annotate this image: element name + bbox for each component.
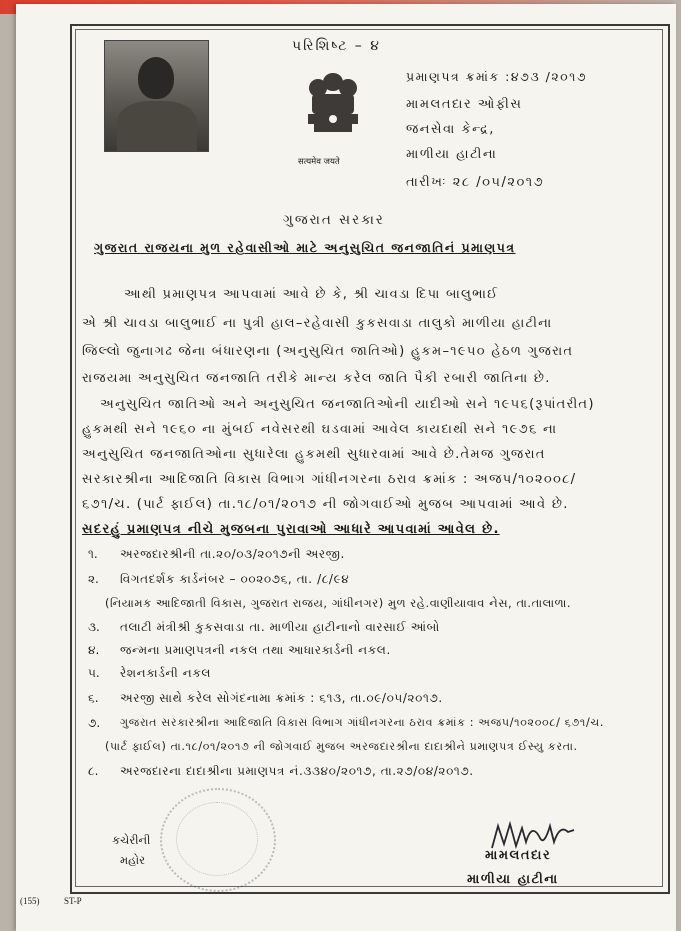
certificate-title: ગુજરાત રાજયના મુળ રહેવાસીઓ માટે અનુસુચિત જનજાતિનં પ્રમાણપત્ર	[94, 240, 516, 255]
list-item: વિગતદર્શક કાર્ડનંબર – ૦૦૨૦૭૬, તા. /૮/૯૪	[120, 572, 350, 586]
body-line: ૬૭૧/ચ. (પાર્ટ ફાઈલ) તા.૧૮/૦૧/૨૦૧૭ ની જોગવાઈઓ મુજબ આપવામાં આવે છે.	[82, 497, 569, 512]
government-heading: ગુજરાત સરકાર	[283, 212, 385, 228]
list-item-number: ૬.	[88, 691, 99, 705]
certificate-number: પ્રમાણપત્ર ક્રમાંક :૪૭૩ /૨૦૧૭	[406, 69, 588, 84]
body-line: જિલ્લો જુનાગઢ જેના બંધારણના (અનુસુચિત જાતિઓ) હુકમ–૧૯૫૦ હેઠળ ગુજરાત	[82, 344, 574, 359]
emblem-motto: सत्यमेव जयते	[298, 157, 340, 167]
list-item: અરજદારના દાદાશ્રીના પ્રમાણપત્ર નં.૩૩૪૦/૨૦૧૭, તા.૨૭/૦૪/૨૦૧૭.	[120, 764, 474, 778]
basis-statement: સદરહું પ્રમાણપત્ર નીચે મુજબના પુરાવાઓ આધારે આપવામાં આવેલ છે.	[82, 522, 500, 537]
office-line-1: મામલતદાર ઓફીસ	[406, 97, 523, 112]
list-item-number: ૧.	[88, 547, 98, 561]
list-item: રેશનકાર્ડની નકલ	[120, 666, 212, 680]
body-line: આથી પ્રમાણપત્ર આપવામાં આવે છે કે, શ્રી ચાવડા દિપા બાલુભાઈ	[124, 287, 499, 302]
list-item-number: ૨.	[88, 572, 99, 586]
body-line: રાજયમા અનુસુચિત જનજાતિ તરીકે માન્ય કરેલ જાતિ પૈકી રબારી જાતિના છે.	[82, 371, 551, 386]
list-item-number: ૮.	[88, 764, 99, 778]
page-reference: (155)	[20, 896, 40, 906]
office-line-3: માળીયા હાટીના	[406, 147, 498, 162]
seal-label-line-2: મહોર	[120, 853, 146, 867]
body-line: હુકમથી સને ૧૯૬૦ ના મુંબઈ નવેસરથી ઘડવામાં આવેલ કાયદાથી સને ૧૯૭૬ ના	[82, 422, 558, 437]
list-item: તલાટી મંત્રીશ્રી કુકસવાડા તા. માળીયા હાટીનાનો વારસાઈ આંબો	[120, 620, 440, 634]
list-item: (પાર્ટ ફાઈલ) તા.૧૮/૦૧/૨૦૧૭ ની જોગવાઈ મુજબ અરજદારશ્રીના દાદાશ્રીને પ્રમાણપત્ર ઈસ્યુ કરતા.	[105, 740, 578, 753]
issue-date: તારીખઃ ૨૮ /૦૫/૨૦૧૭	[406, 175, 545, 190]
annexure-label: પરિશિષ્ટ – ૪	[292, 38, 381, 54]
national-emblem-icon	[296, 64, 370, 152]
form-code: ST-P	[64, 896, 82, 906]
seal-label-line-1: કચેરીની	[112, 833, 151, 847]
list-item: અરજી સાથે કરેલ સોગંદનામા ક્રમાંક : ૬૧૩, તા.૦૯/૦૫/૨૦૧૭.	[120, 691, 443, 705]
body-line: સરકારશ્રીના આદિજાતિ વિકાસ વિભાગ ગાંધીનગરના ઠરાવ ક્રમાંક : અજપ/૧૦૨૦૦૮/	[82, 472, 577, 487]
body-line: એ શ્રી ચાવડા બાલુભાઈ ના પુત્રી હાલ–રહેવાસી કુકસવાડા તાલુકો માળીયા હાટીના	[82, 316, 553, 331]
applicant-photo	[104, 40, 209, 152]
list-item-number: ૪.	[88, 643, 100, 657]
list-item: અરજદારશ્રીની તા.૨૦/૦૩/૨૦૧૭ની અરજી.	[120, 547, 345, 561]
list-item-number: ૩.	[88, 620, 100, 634]
list-item: ગુજરાત સરકારશ્રીના આદિજાતિ વિકાસ વિભાગ ગાંધીનગરના ઠરાવ ક્રમાંક : અજપ/૧૦૨૦૦૮/ ૬૭૧/ચ.	[120, 716, 605, 729]
signatory-place: માળીયા હાટીના	[467, 872, 559, 887]
body-line: અનુસુચિત જાતિઓ અને અનુસુચિત જનજાતિઓની યાદીઓ સને ૧૯૫૬(રૂપાંતરીત)	[100, 397, 595, 412]
list-item-number: ૭.	[88, 716, 101, 730]
list-item-number: ૫.	[88, 666, 100, 680]
office-seal-inner	[176, 802, 258, 876]
list-item: જન્મના પ્રમાણપત્રની નકલ તથા આધારકાર્ડની નકલ.	[120, 643, 391, 657]
list-item: (નિયામક આદિજાતી વિકાસ, ગુજરાત રાજય, ગાંધીનગર) મુળ રહે.વાણીયાવાવ નેસ, તા.તાલાળા.	[105, 596, 572, 610]
signatory-title: મામલતદાર	[485, 848, 552, 863]
office-line-2: જનસેવા કેન્દ્ર,	[406, 122, 495, 137]
body-line: અનુસુચિત જનજાતિઓના સુધારેલા હુકમથી સુધારવામાં આવે છે.તેમજ ગુજરાત	[82, 447, 546, 462]
